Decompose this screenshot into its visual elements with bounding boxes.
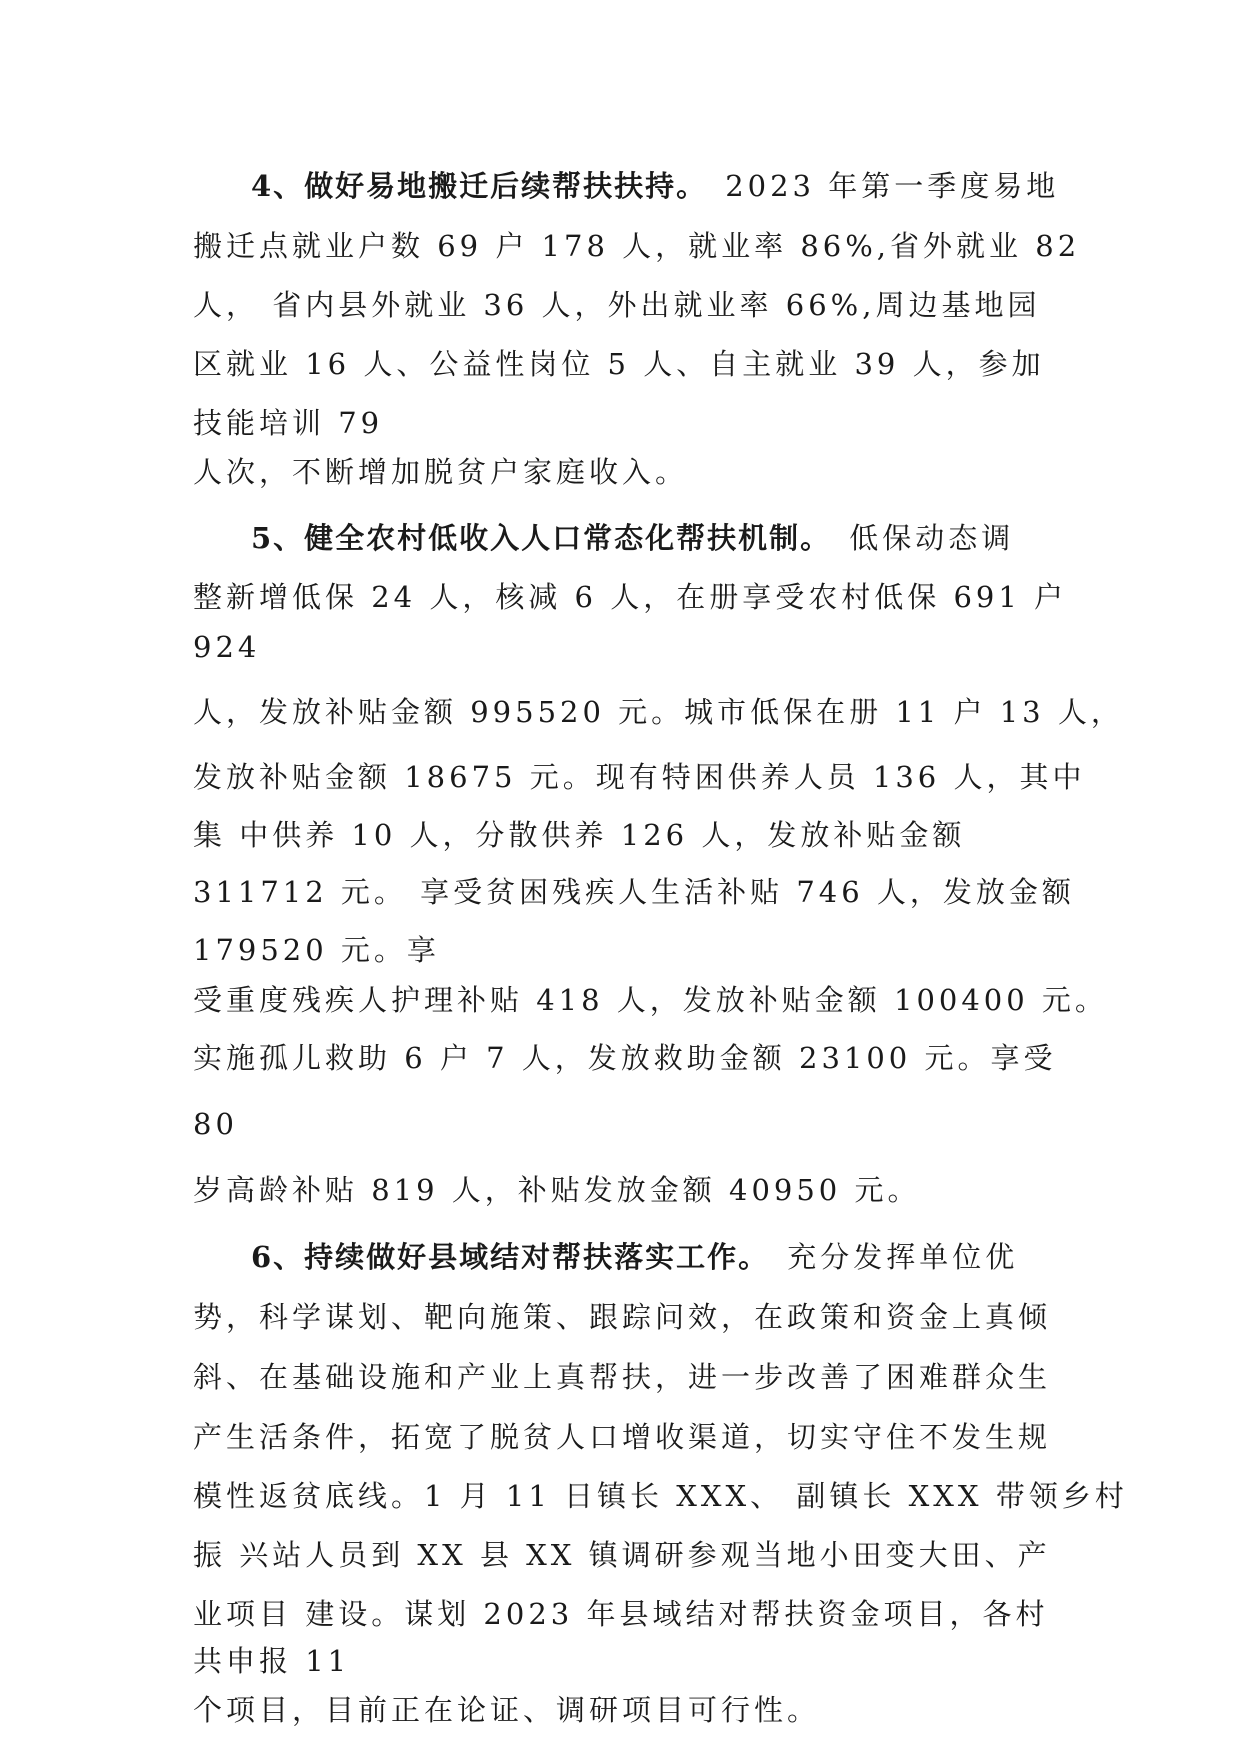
paragraph-line: 共申报 11	[193, 1644, 351, 1678]
paragraph-line: 搬迁点就业户数 69 户 178 人，就业率 86%,省外就业 82	[193, 229, 1081, 263]
paragraph-line: 179520 元。享	[193, 933, 440, 967]
paragraph-text: 充分发挥单位优	[787, 1240, 1019, 1274]
paragraph-line: 区就业 16 人、公益性岗位 5 人、自主就业 39 人，参加	[193, 347, 1045, 381]
paragraph-line: 个项目，目前正在论证、调研项目可行性。	[193, 1693, 821, 1727]
paragraph-text: 2023 年第一季度易地	[725, 169, 1060, 203]
paragraph-line	[251, 1237, 1018, 1277]
paragraph-line: 整新增低保 24 人，核减 6 人，在册享受农村低保 691 户	[193, 580, 1068, 614]
paragraph-line: 振 兴站人员到 XX 县 XX 镇调研参观当地小田变大田、产	[193, 1538, 1051, 1572]
paragraph-line: 斜、在基础设施和产业上真帮扶，进一步改善了困难群众生	[193, 1360, 1052, 1394]
paragraph-line: 产生活条件，拓宽了脱贫人口增收渠道，切实守住不发生规	[193, 1420, 1052, 1454]
paragraph-line: 模性返贫底线。1 月 11 日镇长 XXX、 副镇长 XXX 带领乡村	[193, 1479, 1128, 1513]
paragraph-line: 势，科学谋划、靶向施策、跟踪问效，在政策和资金上真倾	[193, 1300, 1052, 1334]
paragraph-line: 集 中供养 10 人，分散供养 126 人，发放补贴金额	[193, 818, 966, 852]
paragraph-line: 311712 元。 享受贫困残疾人生活补贴 746 人，发放金额	[193, 875, 1075, 909]
paragraph-text: 低保动态调	[849, 521, 1015, 555]
paragraph-line: 80	[193, 1107, 238, 1141]
paragraph-line: 发放补贴金额 18675 元。现有特困供养人员 136 人，其中	[193, 760, 1086, 794]
paragraph-line	[251, 166, 1059, 206]
section-heading: 6、持续做好县域结对帮扶落实工作。	[251, 1240, 770, 1274]
paragraph-line: 业项目 建设。谋划 2023 年县域结对帮扶资金项目，各村	[193, 1597, 1049, 1631]
paragraph-line: 人次，不断增加脱贫户家庭收入。	[193, 455, 689, 489]
paragraph-line: 924	[193, 630, 261, 664]
section-heading: 4、做好易地搬迁后续帮扶扶持。	[251, 169, 708, 203]
paragraph-line: 技能培训 79	[193, 406, 384, 440]
paragraph-line: 人，发放补贴金额 995520 元。城市低保在册 11 户 13 人，	[193, 695, 1124, 729]
paragraph-line: 实施孤儿救助 6 户 7 人，发放救助金额 23100 元。享受	[193, 1041, 1057, 1075]
paragraph-line: 受重度残疾人护理补贴 418 人，发放补贴金额 100400 元。	[193, 983, 1108, 1017]
paragraph-line	[251, 518, 1014, 558]
section-heading: 5、健全农村低收入人口常态化帮扶机制。	[251, 521, 832, 555]
paragraph-line: 人， 省内县外就业 36 人，外出就业率 66%,周边基地园	[193, 288, 1041, 322]
paragraph-line: 岁高龄补贴 819 人，补贴发放金额 40950 元。	[193, 1173, 921, 1207]
